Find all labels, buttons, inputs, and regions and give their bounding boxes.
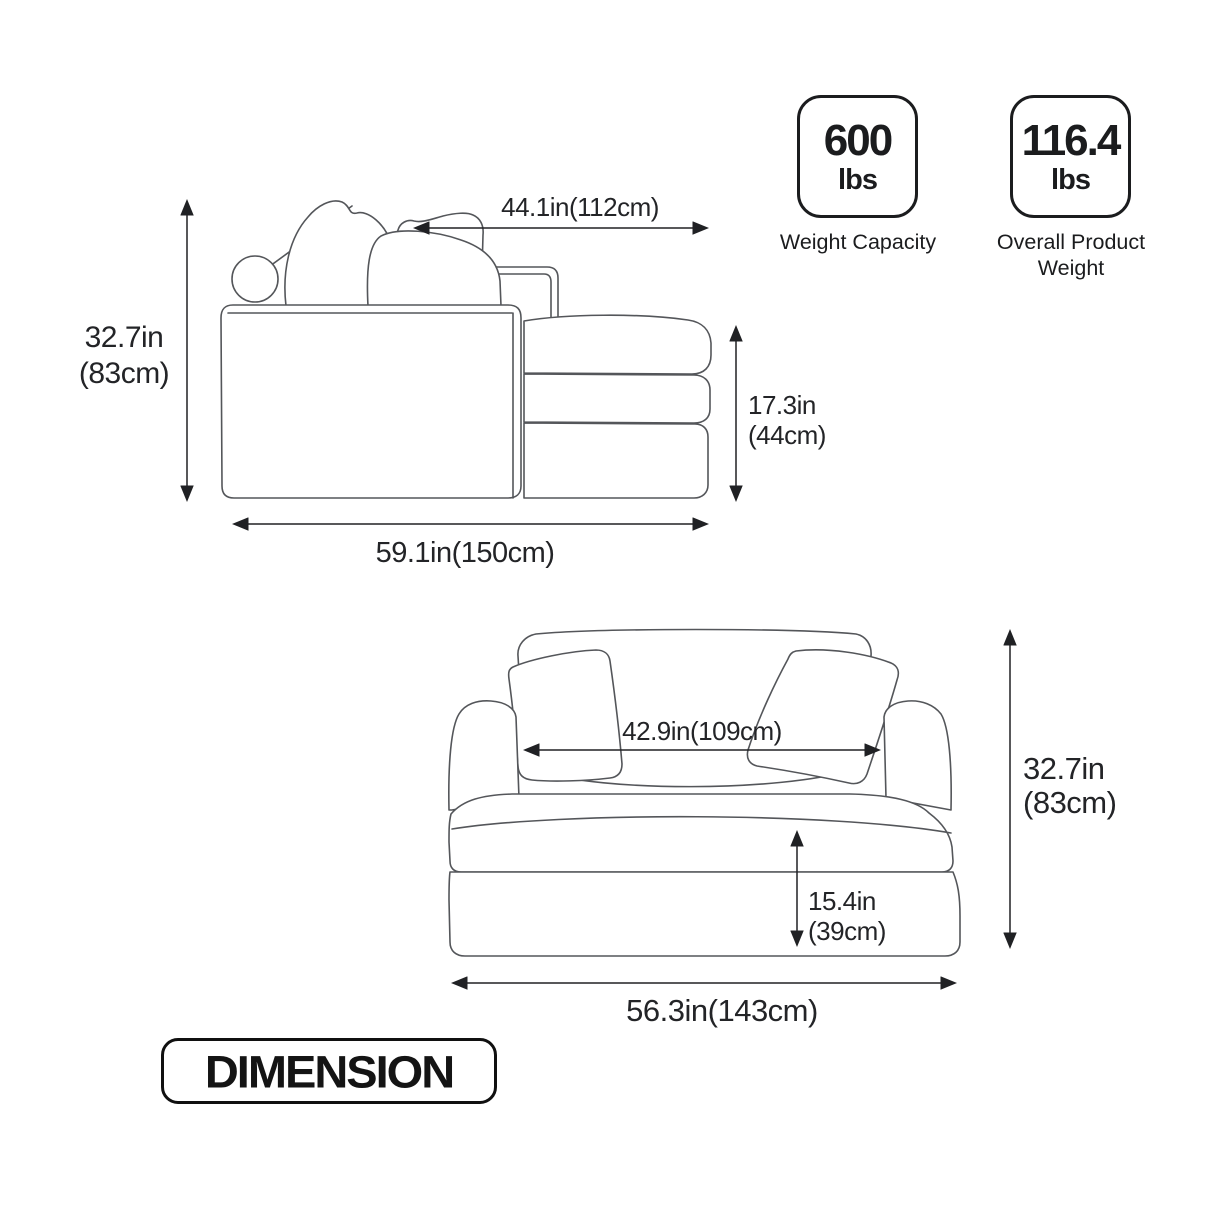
product-weight-caption: Overall Product Weight: [996, 230, 1146, 280]
side-height-line1: 32.7in: [84, 321, 164, 354]
side-bottom-width-label: 59.1in(150cm): [375, 537, 555, 569]
front-seat-height-line2: (39cm): [808, 916, 886, 946]
front-height-line1: 32.7in: [1023, 751, 1105, 786]
side-view-drawing: [221, 201, 711, 498]
product-weight-unit: lbs: [1051, 163, 1090, 196]
side-seat-height-label: [748, 390, 826, 450]
side-height-label: [79, 320, 169, 392]
weight-capacity-value: 600: [823, 115, 892, 165]
side-top-width-label: 44.1in(112cm): [501, 192, 659, 222]
front-height-line2: (83cm): [1023, 785, 1117, 820]
dimension-section-label: DIMENSION: [204, 1045, 454, 1097]
weight-capacity-caption: Weight Capacity: [779, 230, 937, 254]
front-seat-height-line1: 15.4in: [808, 886, 876, 916]
product-weight-badge: [1010, 95, 1131, 218]
front-seat-height-label: [808, 886, 886, 946]
front-bottom-width-label: 56.3in(143cm): [626, 993, 818, 1028]
weight-capacity-unit: lbs: [838, 163, 877, 196]
side-height-line2: (83cm): [78, 357, 170, 390]
side-seat-height-line1: 17.3in: [748, 390, 816, 420]
weight-capacity-badge: [797, 95, 918, 218]
product-weight-value: 116.4: [1021, 115, 1120, 165]
dimension-section-box: [161, 1038, 497, 1104]
side-seat-height-line2: (44cm): [748, 420, 826, 450]
front-height-label: [1023, 752, 1116, 820]
front-inner-width-label: 42.9in(109cm): [622, 716, 782, 746]
